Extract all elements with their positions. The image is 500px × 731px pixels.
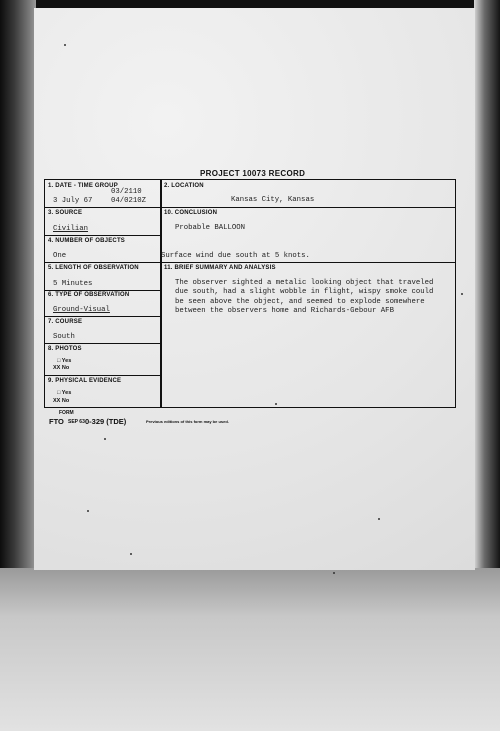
page-title: PROJECT 10073 RECORD (200, 169, 306, 178)
length-of-observation-value: 5 Minutes (53, 280, 93, 288)
conclusion-value: Probable BALLOON (175, 224, 246, 232)
checkbox-icon: □ (57, 390, 62, 396)
physical-evidence-no-label: No (61, 398, 70, 404)
speck (104, 438, 106, 440)
course-value: South (53, 333, 75, 341)
type-of-observation-label: 6. TYPE OF OBSERVATION (48, 292, 130, 298)
photos-no-label: No (61, 365, 70, 371)
speck (378, 518, 380, 520)
source-label: 3. SOURCE (48, 210, 83, 216)
photos-no-mark: XX (53, 365, 61, 371)
summary-line: due south, had a slight wobble in flight, wispy smoke could (175, 288, 434, 297)
previous-editions-note: Previous editions of this form may be used. (146, 419, 229, 424)
location-value: Kansas City, Kansas (231, 196, 315, 204)
summary-line: The observer sighted a metalic looking object that traveled (175, 279, 434, 287)
photos-yes-option (57, 358, 71, 364)
form-date: SEP 63 (68, 419, 85, 425)
physical-evidence-label: 9. PHYSICAL EVIDENCE (48, 378, 122, 384)
speck (64, 44, 66, 46)
row-divider (45, 290, 160, 291)
photos-no-option (53, 365, 69, 371)
column-divider (160, 180, 162, 407)
photos-label: 8. PHOTOS (48, 346, 82, 352)
row-divider (45, 316, 160, 317)
photos-yes-label: Yes (61, 358, 72, 364)
conclusion-note: Surface wind due south at 5 knots. (161, 252, 310, 260)
form-fto: FTO (49, 417, 64, 426)
summary-line: between the observers home and Richards-Gebour AFB (175, 307, 394, 316)
speck (461, 293, 463, 295)
length-of-observation-label: 5. LENGTH OF OBSERVATION (48, 265, 139, 271)
form-word: FORM (59, 410, 74, 416)
source-value: Civilian (53, 225, 89, 233)
record-form (44, 179, 456, 408)
physical-evidence-yes-option (57, 390, 71, 396)
physical-evidence-yes-label: Yes (61, 390, 72, 396)
number-of-objects-label: 4. NUMBER OF OBJECTS (48, 238, 126, 244)
summary-label: 11. BRIEF SUMMARY AND ANALYSIS (164, 265, 276, 271)
date-value: 3 July 67 (53, 197, 93, 205)
row-divider (45, 262, 455, 263)
speck (87, 510, 89, 512)
type-of-observation-value: Ground-Visual (53, 306, 110, 314)
physical-evidence-no-mark: XX (53, 398, 61, 404)
form-number: 0-329 (TDE) (85, 417, 127, 426)
speck (130, 553, 132, 555)
summary-text (175, 279, 455, 317)
row-divider (45, 235, 160, 236)
time-local: 03/2110 (111, 188, 142, 196)
number-of-objects-value: One (53, 252, 67, 260)
summary-line: be seen above the object, and seemed to explode somewhere (175, 297, 425, 306)
speck (333, 572, 335, 574)
date-time-label: 1. DATE - TIME GROUP (48, 183, 118, 189)
location-label: 2. LOCATION (164, 183, 204, 189)
physical-evidence-no-option (53, 398, 69, 404)
time-zulu: 04/0210Z (111, 197, 147, 205)
course-label: 7. COURSE (48, 319, 83, 325)
form-footer (49, 410, 349, 432)
row-divider (45, 343, 160, 344)
checkbox-icon: □ (57, 358, 62, 364)
row-divider (45, 375, 160, 376)
row-divider (45, 207, 455, 208)
conclusion-label: 10. CONCLUSION (164, 210, 218, 216)
scanner-bed (0, 568, 500, 731)
